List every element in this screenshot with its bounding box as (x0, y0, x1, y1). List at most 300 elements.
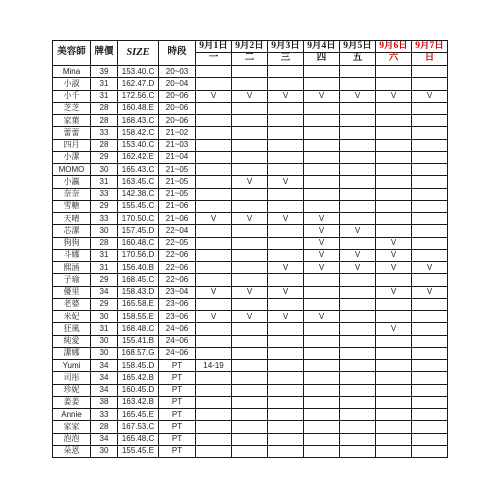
price-cell: 34 (91, 434, 118, 446)
day-cell (268, 225, 304, 237)
time-slot-cell: 22~06 (159, 262, 196, 274)
time-slot-cell: 22~06 (159, 274, 196, 286)
day-cell (268, 372, 304, 384)
price-cell: 30 (91, 225, 118, 237)
day-cell (340, 360, 376, 372)
day-cell (196, 262, 232, 274)
day-cell (376, 336, 412, 348)
header-date: 9月5日 (340, 41, 376, 53)
day-cell (268, 421, 304, 433)
size-cell: 153.40.C (118, 66, 159, 78)
price-cell: 34 (91, 360, 118, 372)
day-cell (376, 176, 412, 188)
size-cell: 172.56.C (118, 91, 159, 103)
day-cell (376, 348, 412, 360)
price-cell: 34 (91, 372, 118, 384)
size-cell: 153.40.C (118, 140, 159, 152)
day-cell (376, 397, 412, 409)
header-date: 9月3日 (268, 41, 304, 53)
day-cell (340, 115, 376, 127)
day-cell (196, 225, 232, 237)
day-cell (412, 152, 448, 164)
time-slot-cell: PT (159, 385, 196, 397)
day-cell (412, 225, 448, 237)
beautician-name: 家家 (53, 421, 91, 433)
day-cell (340, 299, 376, 311)
day-cell (196, 238, 232, 250)
price-cell: 38 (91, 397, 118, 409)
day-cell (196, 397, 232, 409)
time-slot-cell: 21~05 (159, 189, 196, 201)
time-slot-cell: 24~06 (159, 336, 196, 348)
booking-mark-cell: V (376, 287, 412, 299)
day-cell (340, 201, 376, 213)
day-cell (304, 140, 340, 152)
day-cell (268, 201, 304, 213)
day-cell (304, 299, 340, 311)
day-cell (268, 336, 304, 348)
day-cell (268, 250, 304, 262)
day-cell (340, 421, 376, 433)
price-cell: 34 (91, 385, 118, 397)
day-cell (376, 446, 412, 458)
day-cell (268, 385, 304, 397)
booking-time-cell: 14-19 (196, 360, 232, 372)
booking-mark-cell: V (412, 287, 448, 299)
booking-mark-cell: V (340, 225, 376, 237)
time-slot-cell: 21~05 (159, 176, 196, 188)
day-cell (412, 274, 448, 286)
beautician-name: 優里 (53, 287, 91, 299)
day-cell (340, 213, 376, 225)
header-weekday: 四 (304, 53, 340, 66)
day-cell (304, 189, 340, 201)
header-time-slot: 時段 (159, 41, 196, 66)
day-cell (340, 164, 376, 176)
beautician-name: 斗娜 (53, 250, 91, 262)
booking-mark-cell: V (268, 213, 304, 225)
day-cell (340, 409, 376, 421)
day-cell (232, 152, 268, 164)
header-weekday: 二 (232, 53, 268, 66)
day-cell (232, 348, 268, 360)
day-cell (232, 397, 268, 409)
size-cell: 158.55.E (118, 311, 159, 323)
day-cell (412, 323, 448, 335)
time-slot-cell: 20~06 (159, 91, 196, 103)
day-cell (196, 201, 232, 213)
beautician-name: 熙涵 (53, 262, 91, 274)
day-cell (232, 262, 268, 274)
price-cell: 31 (91, 78, 118, 90)
day-cell (268, 78, 304, 90)
price-cell: 39 (91, 66, 118, 78)
day-cell (232, 225, 268, 237)
price-cell: 33 (91, 213, 118, 225)
day-cell (304, 360, 340, 372)
day-cell (376, 311, 412, 323)
day-cell (376, 127, 412, 139)
day-cell (376, 152, 412, 164)
header-weekday: 五 (340, 53, 376, 66)
day-cell (412, 409, 448, 421)
day-cell (304, 434, 340, 446)
day-cell (232, 299, 268, 311)
beautician-name: Annie (53, 409, 91, 421)
day-cell (340, 103, 376, 115)
day-cell (412, 397, 448, 409)
size-cell: 165.42.B (118, 372, 159, 384)
day-cell (340, 287, 376, 299)
day-cell (304, 323, 340, 335)
time-slot-cell: 21~05 (159, 164, 196, 176)
price-cell: 30 (91, 336, 118, 348)
size-cell: 155.45.E (118, 446, 159, 458)
time-slot-cell: 22~05 (159, 238, 196, 250)
price-cell: 31 (91, 250, 118, 262)
time-slot-cell: 22~04 (159, 225, 196, 237)
price-cell: 28 (91, 115, 118, 127)
day-cell (304, 115, 340, 127)
beautician-name: 小瀛 (53, 176, 91, 188)
size-cell: 158.42.C (118, 127, 159, 139)
price-cell: 29 (91, 152, 118, 164)
day-cell (304, 127, 340, 139)
beautician-name: 子瑜 (53, 274, 91, 286)
day-cell (232, 409, 268, 421)
header-weekday: 一 (196, 53, 232, 66)
day-cell (376, 66, 412, 78)
booking-mark-cell: V (340, 250, 376, 262)
day-cell (196, 176, 232, 188)
size-cell: 170.50.C (118, 213, 159, 225)
beautician-name: 芯潔 (53, 225, 91, 237)
size-cell: 170.56.D (118, 250, 159, 262)
price-cell: 30 (91, 446, 118, 458)
day-cell (340, 372, 376, 384)
price-cell: 29 (91, 201, 118, 213)
day-cell (340, 238, 376, 250)
day-cell (304, 66, 340, 78)
day-cell (196, 299, 232, 311)
booking-mark-cell: V (412, 91, 448, 103)
day-cell (196, 323, 232, 335)
time-slot-cell: 20~06 (159, 103, 196, 115)
day-cell (232, 372, 268, 384)
beautician-name: 潔娜 (53, 348, 91, 360)
price-cell: 33 (91, 127, 118, 139)
day-cell (196, 409, 232, 421)
booking-mark-cell: V (196, 311, 232, 323)
size-cell: 156.40.B (118, 262, 159, 274)
size-cell: 163.42.B (118, 397, 159, 409)
day-cell (412, 336, 448, 348)
booking-mark-cell: V (196, 287, 232, 299)
day-cell (376, 164, 412, 176)
size-cell: 165.58.E (118, 299, 159, 311)
beautician-name: 蕾蕾 (53, 127, 91, 139)
day-cell (340, 336, 376, 348)
price-cell: 31 (91, 323, 118, 335)
day-cell (268, 164, 304, 176)
day-cell (376, 213, 412, 225)
day-cell (340, 140, 376, 152)
time-slot-cell: 21~06 (159, 213, 196, 225)
size-cell: 160.48.C (118, 238, 159, 250)
day-cell (268, 238, 304, 250)
day-cell (412, 189, 448, 201)
day-cell (412, 421, 448, 433)
header-weekday: 六 (376, 53, 412, 66)
day-cell (232, 189, 268, 201)
day-cell (304, 103, 340, 115)
day-cell (232, 274, 268, 286)
day-cell (196, 78, 232, 90)
beautician-name: 朵恩 (53, 446, 91, 458)
size-cell: 165.45.E (118, 409, 159, 421)
day-cell (412, 103, 448, 115)
day-cell (412, 201, 448, 213)
day-cell (412, 348, 448, 360)
day-cell (232, 323, 268, 335)
booking-mark-cell: V (232, 91, 268, 103)
day-cell (268, 446, 304, 458)
day-cell (268, 299, 304, 311)
day-cell (376, 103, 412, 115)
booking-mark-cell: V (268, 311, 304, 323)
booking-mark-cell: V (412, 262, 448, 274)
time-slot-cell: 20~06 (159, 115, 196, 127)
day-cell (268, 103, 304, 115)
price-cell: 28 (91, 140, 118, 152)
size-cell: 157.45.D (118, 225, 159, 237)
size-cell: 165.43.C (118, 164, 159, 176)
header-date: 9月6日 (376, 41, 412, 53)
beautician-name: 狂風 (53, 323, 91, 335)
day-cell (340, 434, 376, 446)
day-cell (304, 409, 340, 421)
day-cell (268, 409, 304, 421)
header-date: 9月7日 (412, 41, 448, 53)
day-cell (340, 385, 376, 397)
time-slot-cell: PT (159, 372, 196, 384)
day-cell (232, 78, 268, 90)
booking-mark-cell: V (232, 213, 268, 225)
day-cell (412, 250, 448, 262)
price-cell: 30 (91, 311, 118, 323)
header-size: SIZE (118, 41, 159, 66)
day-cell (412, 238, 448, 250)
price-cell: 29 (91, 299, 118, 311)
day-cell (196, 446, 232, 458)
size-cell: 162.47.D (118, 78, 159, 90)
booking-mark-cell: V (304, 311, 340, 323)
day-cell (340, 127, 376, 139)
day-cell (232, 360, 268, 372)
beautician-name: 小潔 (53, 152, 91, 164)
time-slot-cell: PT (159, 446, 196, 458)
day-cell (340, 397, 376, 409)
schedule-table (52, 40, 448, 458)
header-weekday: 三 (268, 53, 304, 66)
time-slot-cell: PT (159, 397, 196, 409)
price-cell: 31 (91, 91, 118, 103)
size-cell: 155.41.B (118, 336, 159, 348)
day-cell (304, 336, 340, 348)
day-cell (232, 103, 268, 115)
day-cell (412, 140, 448, 152)
day-cell (412, 385, 448, 397)
day-cell (232, 446, 268, 458)
size-cell: 162.42.E (118, 152, 159, 164)
time-slot-cell: 23~06 (159, 299, 196, 311)
day-cell (196, 336, 232, 348)
day-cell (376, 201, 412, 213)
day-cell (340, 446, 376, 458)
day-cell (340, 78, 376, 90)
day-cell (412, 213, 448, 225)
booking-mark-cell: V (268, 91, 304, 103)
booking-mark-cell: V (196, 91, 232, 103)
time-slot-cell: 24~06 (159, 323, 196, 335)
day-cell (376, 360, 412, 372)
beautician-name: MOMO (53, 164, 91, 176)
time-slot-cell: 23~06 (159, 311, 196, 323)
header-beautician: 美容師 (53, 41, 91, 66)
day-cell (412, 78, 448, 90)
day-cell (232, 434, 268, 446)
price-cell: 34 (91, 287, 118, 299)
day-cell (196, 421, 232, 433)
time-slot-cell: PT (159, 421, 196, 433)
day-cell (196, 189, 232, 201)
day-cell (412, 434, 448, 446)
booking-mark-cell: V (232, 176, 268, 188)
time-slot-cell: PT (159, 409, 196, 421)
booking-mark-cell: V (304, 238, 340, 250)
day-cell (268, 360, 304, 372)
price-cell: 31 (91, 176, 118, 188)
day-cell (232, 421, 268, 433)
time-slot-cell: 24~06 (159, 348, 196, 360)
day-cell (376, 385, 412, 397)
booking-mark-cell: V (232, 311, 268, 323)
beautician-name: 芝芝 (53, 103, 91, 115)
day-cell (304, 421, 340, 433)
beautician-name: 老婆 (53, 299, 91, 311)
beautician-name: 小千 (53, 91, 91, 103)
day-cell (376, 421, 412, 433)
header-date: 9月4日 (304, 41, 340, 53)
day-cell (376, 274, 412, 286)
day-cell (412, 66, 448, 78)
day-cell (232, 115, 268, 127)
day-cell (340, 189, 376, 201)
day-cell (412, 164, 448, 176)
time-slot-cell: PT (159, 434, 196, 446)
day-cell (304, 348, 340, 360)
day-cell (268, 140, 304, 152)
day-cell (304, 176, 340, 188)
day-cell (232, 250, 268, 262)
booking-mark-cell: V (304, 262, 340, 274)
day-cell (340, 66, 376, 78)
header-date: 9月1日 (196, 41, 232, 53)
booking-mark-cell: V (376, 238, 412, 250)
day-cell (376, 78, 412, 90)
booking-mark-cell: V (376, 323, 412, 335)
size-cell: 160.45.D (118, 385, 159, 397)
day-cell (340, 152, 376, 164)
day-cell (196, 140, 232, 152)
beautician-name: Mina (53, 66, 91, 78)
booking-mark-cell: V (304, 213, 340, 225)
day-cell (232, 164, 268, 176)
size-cell: 167.53.C (118, 421, 159, 433)
beautician-name: 雪糖 (53, 201, 91, 213)
day-cell (196, 434, 232, 446)
day-cell (376, 299, 412, 311)
day-cell (268, 115, 304, 127)
booking-mark-cell: V (304, 91, 340, 103)
booking-mark-cell: V (376, 262, 412, 274)
beautician-name: 小淑 (53, 78, 91, 90)
beautician-name: 司彤 (53, 372, 91, 384)
day-cell (412, 127, 448, 139)
beautician-name: Yumi (53, 360, 91, 372)
day-cell (376, 140, 412, 152)
day-cell (340, 176, 376, 188)
time-slot-cell: PT (159, 360, 196, 372)
size-cell: 160.48.E (118, 103, 159, 115)
size-cell: 158.45.D (118, 360, 159, 372)
day-cell (304, 201, 340, 213)
booking-mark-cell: V (376, 250, 412, 262)
price-cell: 30 (91, 348, 118, 360)
day-cell (412, 446, 448, 458)
beautician-name: 米妃 (53, 311, 91, 323)
size-cell: 142.38.C (118, 189, 159, 201)
size-cell: 168.43.C (118, 115, 159, 127)
time-slot-cell: 21~03 (159, 140, 196, 152)
day-cell (304, 164, 340, 176)
day-cell (340, 348, 376, 360)
day-cell (196, 164, 232, 176)
day-cell (412, 115, 448, 127)
day-cell (268, 152, 304, 164)
time-slot-cell: 22~06 (159, 250, 196, 262)
booking-mark-cell: V (268, 262, 304, 274)
header-price: 牌價 (91, 41, 118, 66)
booking-mark-cell: V (268, 176, 304, 188)
booking-mark-cell: V (232, 287, 268, 299)
day-cell (232, 201, 268, 213)
price-cell: 33 (91, 189, 118, 201)
day-cell (196, 152, 232, 164)
day-cell (412, 360, 448, 372)
time-slot-cell: 21~06 (159, 201, 196, 213)
booking-mark-cell: V (196, 213, 232, 225)
beautician-name: 狗狗 (53, 238, 91, 250)
day-cell (304, 152, 340, 164)
day-cell (232, 140, 268, 152)
header-date: 9月2日 (232, 41, 268, 53)
day-cell (268, 348, 304, 360)
day-cell (376, 434, 412, 446)
beautician-name: 純愛 (53, 336, 91, 348)
day-cell (304, 287, 340, 299)
booking-mark-cell: V (304, 250, 340, 262)
